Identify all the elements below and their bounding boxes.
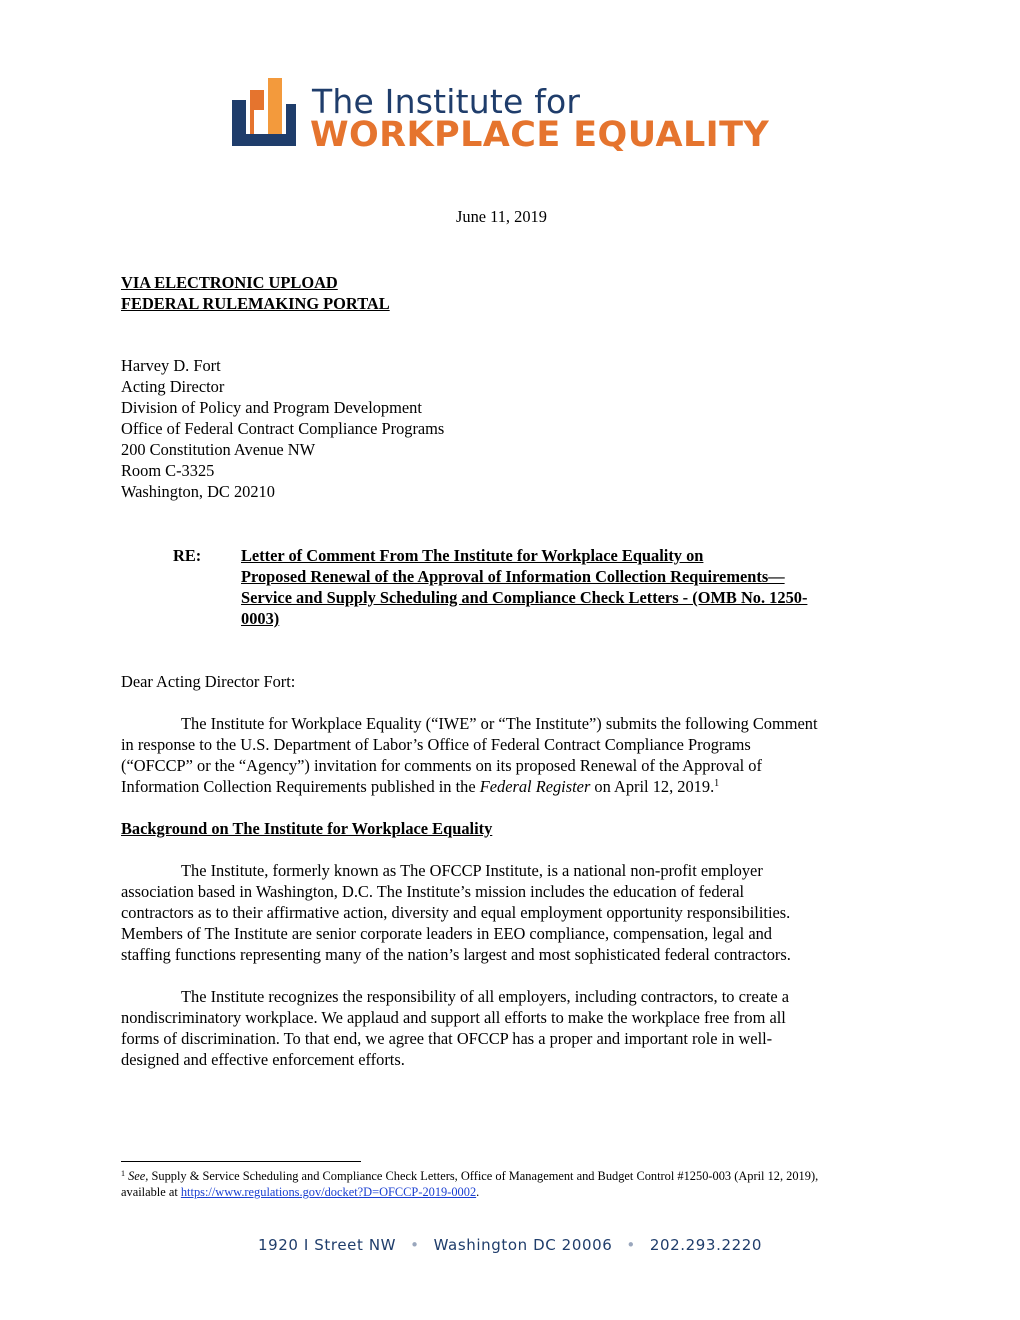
section-heading: Background on The Institute for Workplace Equality [121,819,493,838]
footer-separator: • [410,1236,420,1254]
footnote-text: available at [121,1185,181,1199]
letterhead-footer [0,1235,1020,1256]
re-subject-line: Proposed Renewal of the Approval of Information Collection Requirements— [241,567,785,586]
recognition-paragraph [121,986,901,1070]
footnote-line [121,1168,901,1184]
paragraph-line: The Institute for Workplace Equality (“IWE” or “The Institute”) submits the following Comment [181,714,818,733]
recipient-address [121,355,444,502]
footnote-number: 1 [121,1169,125,1178]
recipient-name: Harvey D. Fort [121,356,221,375]
paragraph-line: nondiscriminatory workplace. We applaud and support all efforts to make the workplace free from all [121,1008,786,1027]
recipient-title: Acting Director [121,377,225,396]
letter-date: June 11, 2019 [456,207,547,226]
logo-text-line1: The Institute for [312,82,581,121]
paragraph-text: Information Collection Requirements published in the [121,777,480,796]
recipient-division: Division of Policy and Program Development [121,398,422,417]
re-subject-line: 0003) [241,609,280,628]
paragraph-line: The Institute recognizes the responsibility of all employers, including contractors, to create a [181,987,790,1006]
regulations-docket-link[interactable]: https://www.regulations.gov/docket?D=OFCCP-2019-0002 [180,1185,477,1199]
organization-logo [228,74,798,154]
paragraph-line: The Institute, formerly known as The OFCCP Institute, is a national non-profit employer [181,861,763,880]
logo-text-line2: WORKPLACE EQUALITY [310,115,770,155]
footnote-divider [121,1161,361,1162]
paragraph-line: in response to the U.S. Department of Labor’s Office of Federal Contract Compliance Programs [121,735,751,754]
building-bars-logo-icon [228,74,308,154]
delivery-method-line2: FEDERAL RULEMAKING PORTAL [121,294,390,313]
paragraph-line: association based in Washington, D.C. The Institute’s mission includes the education of federal [121,882,745,901]
recipient-office: Office of Federal Contract Compliance Programs [121,419,445,438]
footer-separator: • [626,1236,636,1254]
footnote-see: See, [128,1169,149,1183]
footnote-line [121,1184,901,1200]
re-subject-line: Letter of Comment From The Institute for Workplace Equality on [241,546,704,565]
federal-register-italic: Federal Register [479,777,591,796]
recipient-city: Washington, DC 20210 [121,482,275,501]
paragraph-line: staffing functions representing many of the nation’s largest and most sophisticated federal contractors. [121,945,791,964]
paragraph-line: forms of discrimination. To that end, we agree that OFCCP has a proper and important role in well- [121,1029,773,1048]
paragraph-line: designed and effective enforcement efforts. [121,1050,405,1069]
footer-city: Washington DC 20006 [433,1236,613,1254]
footnote-text: Supply & Service Scheduling and Compliance Check Letters, Office of Management and Budget Control #1250-003 (April 12, 2019), [148,1169,819,1183]
paragraph-text: on April 12, 2019. [590,777,715,796]
delivery-method-line1: VIA ELECTRONIC UPLOAD [121,273,338,292]
footnote-reference[interactable]: 1 [714,778,720,789]
footer-phone: 202.293.2220 [649,1236,763,1254]
recipient-street: 200 Constitution Avenue NW [121,440,316,459]
re-subject-line: Service and Supply Scheduling and Compliance Check Letters - (OMB No. 1250- [241,588,808,607]
paragraph-line: contractors as to their affirmative action, diversity and equal employment opportunity responsibilities. [121,903,791,922]
background-paragraph [121,860,901,965]
paragraph-line [121,776,901,797]
recipient-room: Room C-3325 [121,461,215,480]
footnote-text: . [476,1185,480,1199]
salutation: Dear Acting Director Fort: [121,672,296,691]
footer-street: 1920 I Street NW [257,1236,397,1254]
re-label: RE: [173,546,202,565]
footnote [121,1168,901,1200]
intro-paragraph [121,713,901,797]
paragraph-line: Members of The Institute are senior corporate leaders in EEO compliance, compensation, legal and [121,924,772,943]
re-subject [241,545,881,629]
paragraph-line: (“OFCCP” or the “Agency”) invitation for comments on its proposed Renewal of the Approval of [121,756,762,775]
